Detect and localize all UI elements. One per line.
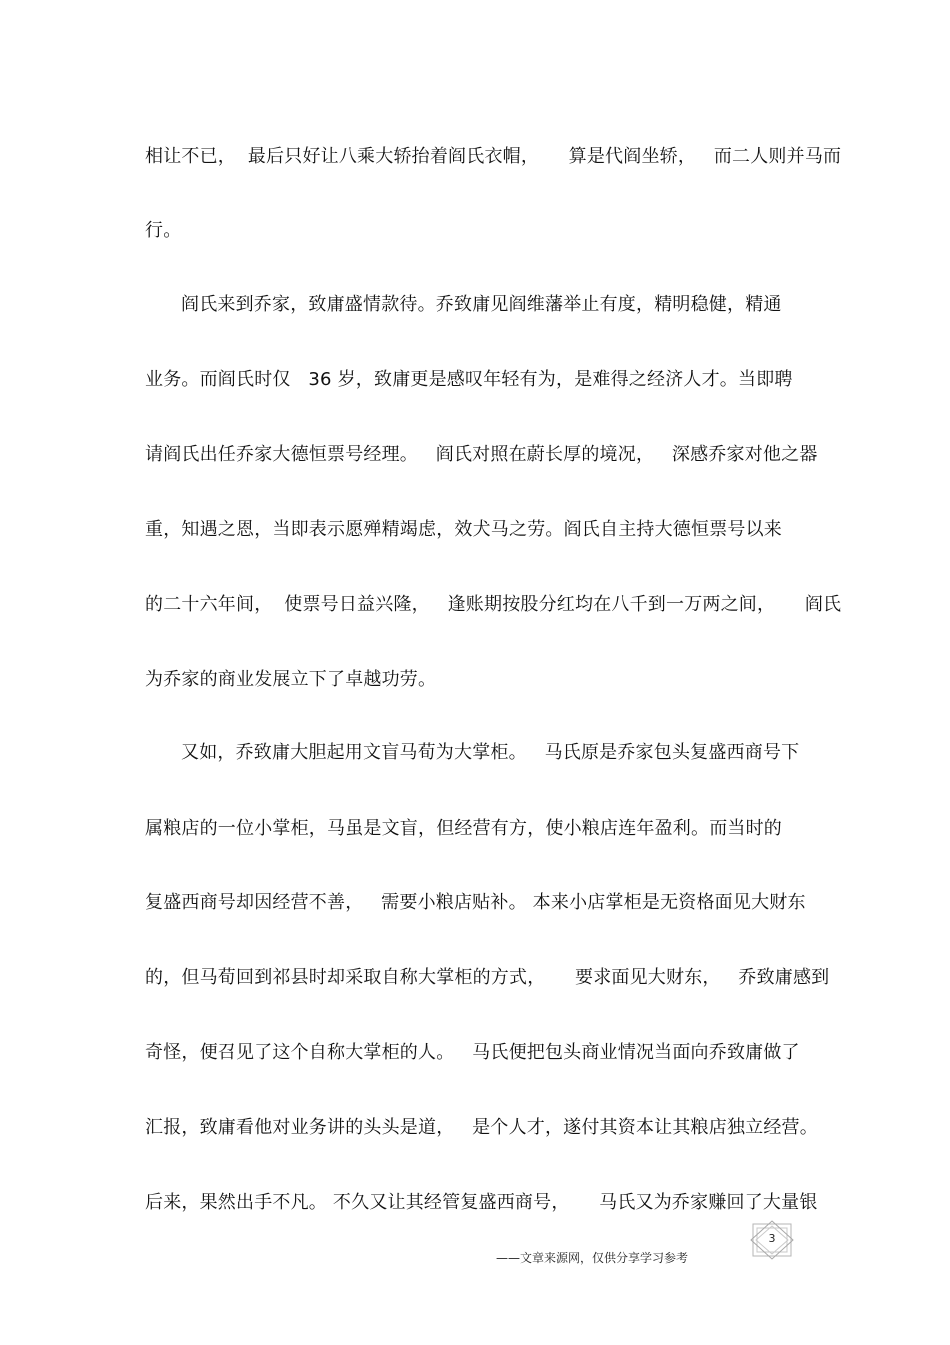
text-line: 相让不已， 最后只好让八乘大轿抬着阎氏衣帽， 算是代阎坐轿， 而二人则并马而 [145, 146, 842, 167]
text-line: 业务。而阎氏时仅 36 岁，致庸更是感叹年轻有为，是难得之经济人才。当即聘 [145, 369, 793, 390]
footer-source-note: ——文章来源网，仅供分享学习参考 [496, 1251, 689, 1265]
paragraph-start-line: 阎氏来到乔家，致庸盛情款待。乔致庸见阎维藩举止有度，精明稳健，精通 [181, 294, 782, 315]
text-line: 重，知遇之恩，当即表示愿殚精竭虑，效犬马之劳。阎氏自主持大德恒票号以来 [145, 519, 782, 540]
text-line: 后来，果然出手不凡。 不久又让其经管复盛西商号， 马氏又为乔家赚回了大量银 [145, 1192, 818, 1213]
text-line: 奇怪，便召见了这个自称大掌柜的人。 马氏便把包头商业情况当面向乔致庸做了 [145, 1042, 800, 1063]
text-line: 请阎氏出任乔家大德恒票号经理。 阎氏对照在蔚长厚的境况， 深感乔家对他之器 [145, 444, 818, 465]
text-line: 汇报，致庸看他对业务讲的头头是道， 是个人才，遂付其资本让其粮店独立经营。 [145, 1117, 818, 1138]
page-number-badge [749, 1220, 795, 1260]
text-line: 的，但马荀回到祁县时却采取自称大掌柜的方式， 要求面见大财东， 乔致庸感到 [145, 967, 830, 988]
text-line: 为乔家的商业发展立下了卓越功劳。 [145, 669, 437, 690]
paragraph-start-line: 又如，乔致庸大胆起用文盲马荀为大掌柜。 马氏原是乔家包头复盛西商号下 [181, 742, 800, 763]
text-line: 行。 [145, 220, 182, 241]
text-line: 复盛西商号却因经营不善， 需要小粮店贴补。 本来小店掌柜是无资格面见大财东 [145, 892, 806, 913]
text-line: 属粮店的一位小掌柜，马虽是文盲，但经营有方，使小粮店连年盈利。而当时的 [145, 818, 782, 839]
page-number: 3 [768, 1232, 776, 1245]
text-line: 的二十六年间， 使票号日益兴隆， 逢账期按股分红均在八千到一万两之间， 阎氏 [145, 594, 842, 615]
